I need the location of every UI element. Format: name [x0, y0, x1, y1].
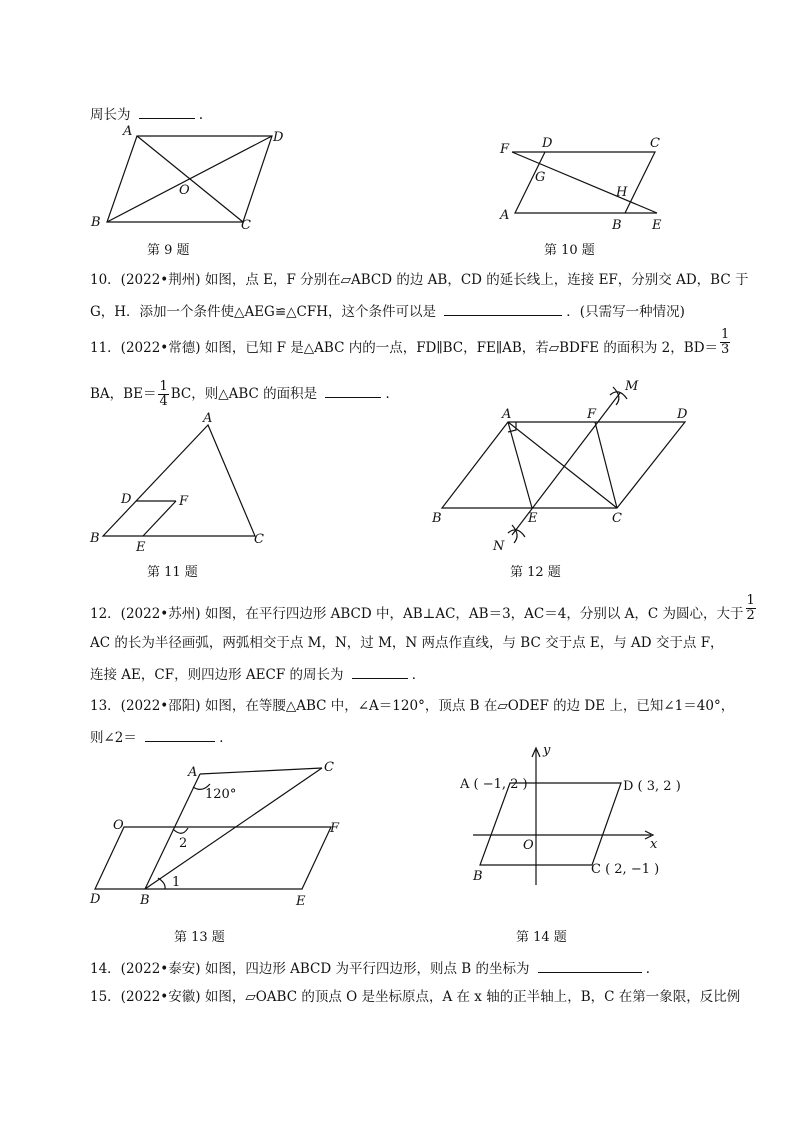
q14-answer-blank[interactable]	[538, 958, 642, 973]
q12-answer-blank[interactable]	[352, 664, 408, 679]
fig10-label-a: A	[500, 208, 510, 223]
fig11-caption: 第 11 题	[147, 565, 198, 580]
q9-answer-blank[interactable]	[139, 104, 195, 119]
fig14-label-d: D ( 3, 2 )	[623, 779, 681, 794]
fig9-label-c: C	[241, 218, 251, 233]
question-9-tail: 周长为 .	[90, 104, 203, 124]
fig13-label-b: B	[140, 893, 150, 908]
fig13-side-ab	[145, 774, 200, 889]
fig10-label-h: H	[616, 185, 628, 200]
fig14-label-a: A ( −1, 2 )	[460, 777, 528, 792]
fig13-label-f: F	[330, 821, 340, 836]
question-12-line1: 12．(2022•苏州) 如图，在平行四边形 ABCD 中，AB⊥AC，AB＝3，AC＝4，分别以 A，C 为圆心，大于 $\frac{1}{2}$	[90, 593, 755, 623]
fig11-triangle	[103, 425, 255, 536]
fig12-segment-ae	[508, 422, 532, 508]
fig11-segment-fe	[143, 501, 176, 536]
fig10-label-d: D	[542, 136, 553, 151]
fig10-label-f: F	[500, 142, 510, 157]
question-11-line1: 11．(2022•常德) 如图，已知 F 是△ABC 内的一点，FD∥BC，FE∥AB，若▱BDFE 的面积为 2，BD＝ $\frac{1}{3}$	[90, 327, 730, 357]
q11-fraction-1-4: $\frac{1}{4}$	[159, 379, 168, 409]
figure-10	[495, 135, 675, 235]
fig13-label-d: D	[90, 892, 101, 907]
fig13-label-o: O	[113, 818, 124, 833]
figure-11	[88, 407, 278, 557]
fig11-label-a: A	[203, 411, 213, 426]
fig12-label-c: C	[612, 511, 622, 526]
fig12-parallelogram	[442, 422, 685, 508]
figure-12	[430, 375, 700, 555]
question-10-line2: G，H．添加一个条件使△AEG≌△CFH，这个条件可以是 ．(只需写一种情况)	[90, 301, 685, 321]
fig13-label-e: E	[296, 894, 306, 909]
question-10-line1: 10．(2022•荆州) 如图，点 E，F 分别在▱ABCD 的边 AB，CD 的延长线上，连接 EF，分别交 AD，BC 于	[90, 272, 749, 288]
fig13-label-angle-1: 1	[172, 875, 181, 890]
fig12-diagonal-ac	[508, 422, 617, 508]
fig12-label-d: D	[677, 407, 688, 422]
fig11-label-b: B	[90, 531, 100, 546]
fig10-caption: 第 10 题	[544, 243, 595, 258]
fig11-label-e: E	[136, 540, 146, 555]
fig9-label-o: O	[179, 183, 190, 198]
question-15-line1: 15．(2022•安徽) 如图，▱OABC 的顶点 O 是坐标原点，A 在 x 轴的正半轴上，B，C 在第一象限，反比例	[90, 989, 741, 1005]
fig13-side-ac	[200, 768, 322, 774]
question-12-line2: AC 的长为半径画弧，两弧相交于点 M，N，过 M，N 两点作直线，与 BC 交于点 E，与 AD 交于点 F，	[90, 635, 724, 651]
fig12-caption: 第 12 题	[510, 565, 561, 580]
fig13-label-angle-a: 120°	[205, 787, 237, 802]
question-13-line2: 则∠2＝ ．	[90, 727, 233, 747]
fig10-label-g: G	[535, 170, 546, 185]
figure-14	[455, 742, 681, 890]
fig11-label-c: C	[254, 532, 264, 547]
fig12-label-m: M	[625, 379, 639, 394]
fig12-label-e: E	[528, 511, 538, 526]
fig13-label-c: C	[324, 760, 334, 775]
question-13-line1: 13．(2022•邵阳) 如图，在等腰△ABC 中，∠A＝120°，顶点 B 在▱ODEF 的边 DE 上，已知∠1＝40°，	[90, 698, 735, 714]
fig14-label-x: x	[650, 837, 658, 852]
fig10-label-b: B	[612, 218, 622, 233]
figure-13	[88, 758, 350, 913]
fig10-line-ef	[512, 152, 657, 213]
fig11-label-f: F	[179, 494, 189, 509]
fig11-label-d: D	[121, 492, 132, 507]
question-12-line3: 连接 AE，CF，则四边形 AECF 的周长为 ．	[90, 664, 425, 684]
q13-answer-blank[interactable]	[145, 727, 215, 742]
fig14-parallelogram	[480, 783, 621, 865]
fig13-parallelogram	[95, 827, 331, 889]
fig14-label-b: B	[473, 869, 483, 884]
fig14-label-y: y	[543, 743, 551, 758]
fig13-label-angle-2: 2	[179, 836, 188, 851]
fig14-label-c: C ( 2, −1 )	[591, 862, 660, 877]
question-14-line1: 14．(2022•泰安) 如图，四边形 ABCD 为平行四边形，则点 B 的坐标为 ．	[90, 958, 659, 978]
q9-text: 周长为	[90, 107, 131, 123]
fig9-label-b: B	[91, 215, 101, 230]
q11-fraction-1-3: $\frac{1}{3}$	[721, 327, 730, 357]
q12-fraction-1-2: $\frac{1}{2}$	[746, 593, 755, 623]
fig10-label-c: C	[650, 136, 660, 151]
fig10-label-e: E	[652, 218, 662, 233]
q11-answer-blank[interactable]	[325, 383, 381, 398]
fig12-label-a: A	[502, 407, 512, 422]
fig9-caption: 第 9 题	[147, 243, 190, 258]
fig13-caption: 第 13 题	[174, 930, 225, 945]
fig13-angle-2-arc	[173, 828, 188, 833]
fig12-label-b: B	[432, 511, 442, 526]
fig14-caption: 第 14 题	[516, 930, 567, 945]
fig12-segment-cf	[595, 422, 617, 508]
question-11-line2: BA，BE＝ $\frac{1}{4}$ BC，则△ABC 的面积是 ．	[90, 379, 399, 409]
fig12-label-f: F	[587, 407, 597, 422]
fig9-label-a: A	[123, 124, 133, 139]
fig9-label-d: D	[273, 130, 284, 145]
fig13-label-a: A	[188, 765, 198, 780]
fig14-label-o: O	[523, 838, 534, 853]
q10-answer-blank[interactable]	[444, 301, 562, 316]
fig12-label-n: N	[493, 539, 505, 554]
figure-9	[85, 122, 285, 232]
